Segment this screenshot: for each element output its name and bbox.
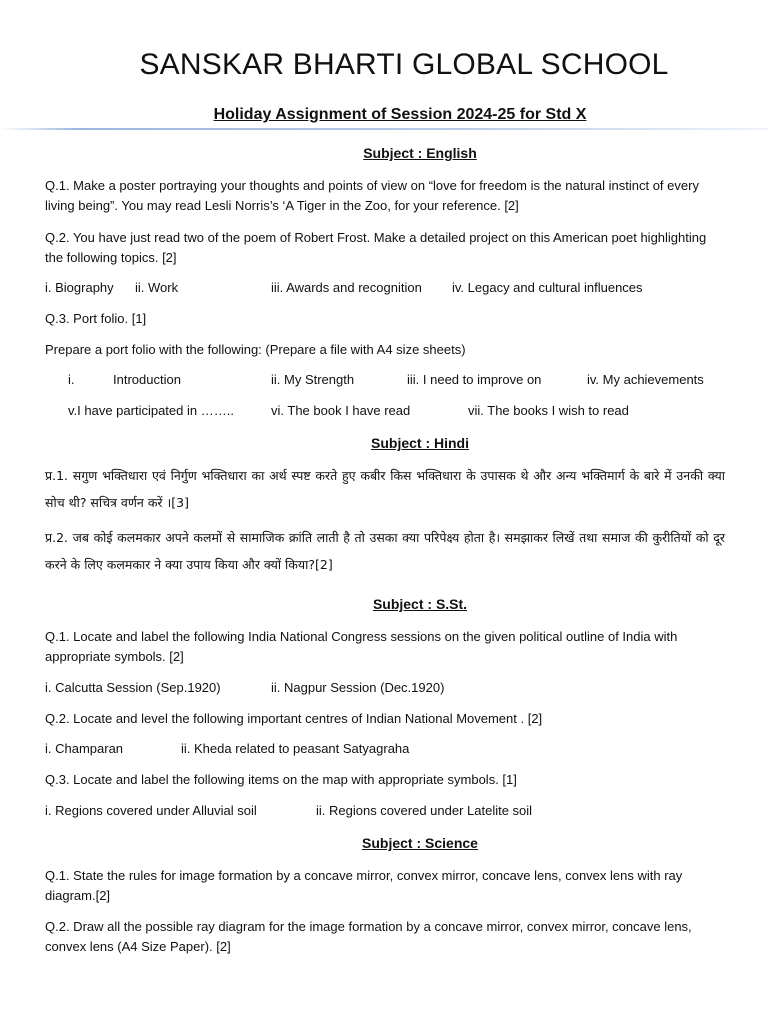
portfolio-item-1-num: i. — [68, 372, 75, 387]
portfolio-item-6: vi. The book I have read — [271, 403, 411, 418]
english-q2-topic-3: iii. Awards and recognition — [271, 280, 422, 295]
english-q2: Q.2. You have just read two of the poem of Robert Frost. Make a detailed project on this American poet highlighting the following topics. [2] — [45, 230, 707, 265]
portfolio-item-4: iv. My achievements — [587, 372, 704, 387]
header-divider — [0, 128, 768, 130]
hindi-q2: प्र.2. जब कोई कलमकार अपने कलमों से सामाजिक क्रांति लाती है तो उसका क्या परिपेक्ष्य होता है। समझाकर लिखें तथा समाज की कुरीतियों को दूर करने के लिए कलमकार ने क्या उपाय किया और क्यों किया?[2] — [45, 530, 725, 572]
english-q3-instruction: Prepare a port folio with the following: (Prepare a file with A4 size sheets) — [45, 342, 466, 357]
english-q2-topic-4: iv. Legacy and cultural influences — [452, 280, 643, 295]
portfolio-item-2: ii. My Strength — [271, 372, 355, 387]
portfolio-item-5: v.I have participated in …….. — [68, 403, 234, 418]
hindi-heading: Subject : Hindi — [371, 435, 469, 451]
sst-q1-item-1: i. Calcutta Session (Sep.1920) — [45, 680, 221, 695]
sst-q2: Q.2. Locate and level the following important centres of Indian National Movement . [2] — [45, 711, 543, 726]
portfolio-item-1: Introduction — [113, 372, 181, 387]
sst-q2-item-1: i. Champaran — [45, 741, 124, 756]
english-q2-topic-1: i. Biography — [45, 280, 114, 295]
english-q1: Q.1. Make a poster portraying your thoughts and points of view on “love for freedom is the natural instinct of every living being”. You may read Lesli Norris’s ‘A Tiger in the Zoo, for your reference. [2] — [45, 178, 699, 213]
science-heading: Subject : Science — [362, 835, 478, 851]
sst-q3-item-2: ii. Regions covered under Latelite soil — [316, 803, 533, 818]
science-q1: Q.1. State the rules for image formation by a concave mirror, convex mirror, concave lens, convex lens with ray diagram.[2] — [45, 868, 683, 903]
portfolio-item-7: vii. The books I wish to read — [468, 403, 629, 418]
sst-q3: Q.3. Locate and label the following items on the map with appropriate symbols. [1] — [45, 772, 517, 787]
school-name: SANSKAR BHARTI GLOBAL SCHOOL — [139, 48, 669, 81]
science-q2: Q.2. Draw all the possible ray diagram for the image formation by a concave mirror, convex mirror, concave lens, convex lens (A4 Size Paper). [2] — [45, 919, 692, 954]
english-heading: Subject : English — [363, 145, 477, 161]
hindi-q1: प्र.1. सगुण भक्तिधारा एवं निर्गुण भक्तिधारा का अर्थ स्पष्ट करते हुए कबीर किस भक्तिधारा के उपासक थे और अन्य भक्तिमार्ग के बारे में उनकी क्या सोच थी? सचित्र वर्णन करें ।[3] — [45, 468, 725, 510]
portfolio-item-3: iii. I need to improve on — [407, 372, 542, 387]
assignment-title: Holiday Assignment of Session 2024-25 for Std X — [213, 106, 587, 123]
sst-q2-item-2: ii. Kheda related to peasant Satyagraha — [181, 741, 410, 756]
sst-q1-item-2: ii. Nagpur Session (Dec.1920) — [271, 680, 445, 695]
sst-q1: Q.1. Locate and label the following India National Congress sessions on the given political outline of India with appropriate symbols. [2] — [45, 629, 678, 664]
english-q3: Q.3. Port folio. [1] — [45, 311, 147, 326]
english-q2-topic-2: ii. Work — [135, 280, 179, 295]
sst-q3-item-1: i. Regions covered under Alluvial soil — [45, 803, 257, 818]
sst-heading: Subject : S.St. — [372, 596, 468, 612]
